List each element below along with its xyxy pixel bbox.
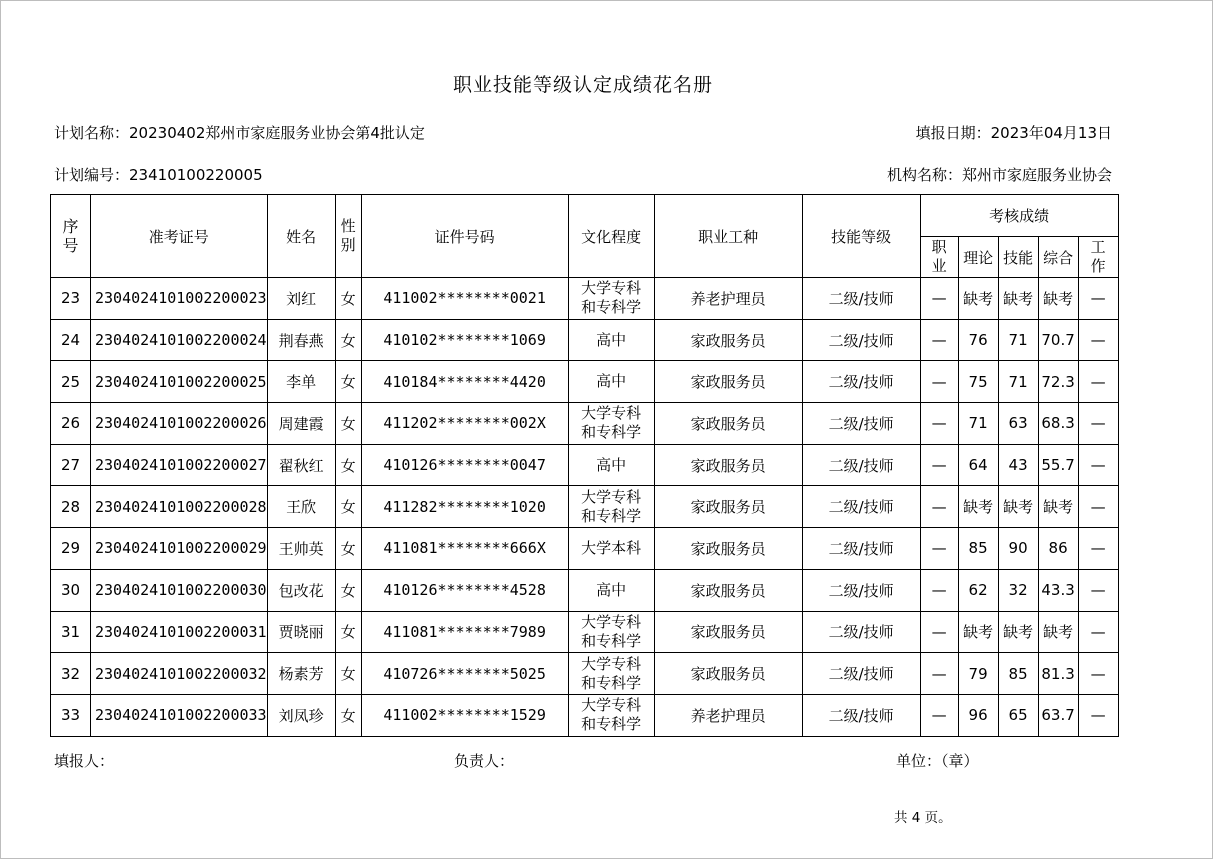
seq-cell: 33 — [51, 694, 91, 736]
occupation-cell: 家政服务员 — [654, 444, 802, 486]
gender-cell: 女 — [335, 361, 361, 403]
education-line-1: 高中 — [596, 455, 627, 474]
work-cell: — — [1078, 653, 1118, 695]
header-row-1 — [51, 195, 1119, 237]
header-gender-line1: 性 — [340, 217, 356, 235]
total-cell: 68.3 — [1038, 403, 1078, 445]
id-no-cell: 410726********5025 — [361, 653, 568, 695]
education-line-2: 和专科学 — [581, 715, 642, 734]
skill-level-cell: 二级/技师 — [802, 444, 920, 486]
gender-cell: 女 — [335, 694, 361, 736]
education-line-2: 和专科学 — [581, 423, 642, 442]
seq-cell: 28 — [51, 486, 91, 528]
vocational-cell: — — [920, 278, 958, 320]
name-cell: 刘红 — [267, 278, 335, 320]
table-row — [51, 278, 1119, 320]
id-no-cell: 411002********1529 — [361, 694, 568, 736]
header-seq — [51, 195, 91, 278]
work-cell: — — [1078, 403, 1118, 445]
skill-cell: 71 — [998, 361, 1038, 403]
education-line-2: 和专科学 — [581, 506, 642, 525]
skill-cell: 32 — [998, 569, 1038, 611]
total-cell: 缺考 — [1038, 611, 1078, 653]
gender-cell: 女 — [335, 486, 361, 528]
name-cell: 贾晓丽 — [267, 611, 335, 653]
work-cell: — — [1078, 569, 1118, 611]
education-line-1: 高中 — [596, 372, 627, 391]
total-cell: 缺考 — [1038, 486, 1078, 528]
education-line-2: 和专科学 — [581, 673, 642, 692]
education-cell — [568, 278, 654, 320]
occupation-cell: 家政服务员 — [654, 486, 802, 528]
occupation-cell: 养老护理员 — [654, 694, 802, 736]
occupation-cell: 家政服务员 — [654, 319, 802, 361]
education-cell — [568, 319, 654, 361]
table-row — [51, 611, 1119, 653]
skill-level-cell: 二级/技师 — [802, 528, 920, 570]
theory-cell: 76 — [958, 319, 998, 361]
gender-cell: 女 — [335, 528, 361, 570]
gender-cell: 女 — [335, 611, 361, 653]
exam-no-cell: 2304024101002200031 — [91, 611, 268, 653]
table-row — [51, 486, 1119, 528]
total-cell: 70.7 — [1038, 319, 1078, 361]
responsible-label: 负责人： — [454, 752, 515, 770]
total-cell: 72.3 — [1038, 361, 1078, 403]
theory-cell: 缺考 — [958, 486, 998, 528]
seq-cell: 26 — [51, 403, 91, 445]
exam-no-cell: 2304024101002200032 — [91, 653, 268, 695]
education-cell — [568, 486, 654, 528]
work-cell: — — [1078, 278, 1118, 320]
skill-cell: 43 — [998, 444, 1038, 486]
name-cell: 李单 — [267, 361, 335, 403]
theory-cell: 缺考 — [958, 611, 998, 653]
total-cell: 63.7 — [1038, 694, 1078, 736]
header-education: 文化程度 — [568, 195, 654, 278]
occupation-cell: 家政服务员 — [654, 569, 802, 611]
id-no-cell: 410184********4420 — [361, 361, 568, 403]
skill-level-cell: 二级/技师 — [802, 653, 920, 695]
plan-name-value: 20230402郑州市家庭服务业协会第4批认定 — [129, 124, 425, 142]
skill-level-cell: 二级/技师 — [802, 694, 920, 736]
vocational-cell: — — [920, 361, 958, 403]
seq-cell: 24 — [51, 319, 91, 361]
exam-no-cell: 2304024101002200026 — [91, 403, 268, 445]
id-no-cell: 411202********002X — [361, 403, 568, 445]
work-cell: — — [1078, 361, 1118, 403]
gender-cell: 女 — [335, 278, 361, 320]
work-cell: — — [1078, 486, 1118, 528]
education-line-2: 和专科学 — [581, 631, 642, 650]
total-cell: 55.7 — [1038, 444, 1078, 486]
header-vocational-line2: 业 — [931, 257, 947, 275]
vocational-cell: — — [920, 403, 958, 445]
gender-cell: 女 — [335, 319, 361, 361]
skill-cell: 65 — [998, 694, 1038, 736]
skill-cell: 63 — [998, 403, 1038, 445]
skill-level-cell: 二级/技师 — [802, 319, 920, 361]
skill-level-cell: 二级/技师 — [802, 403, 920, 445]
name-cell: 杨素芳 — [267, 653, 335, 695]
skill-level-cell: 二级/技师 — [802, 486, 920, 528]
name-cell: 王帅英 — [267, 528, 335, 570]
header-seq-line1: 序 — [62, 217, 79, 236]
skill-cell: 71 — [998, 319, 1038, 361]
plan-name-label: 计划名称： — [54, 124, 130, 142]
education-line-1: 大学专科 — [581, 404, 642, 423]
name-cell: 荆春燕 — [267, 319, 335, 361]
id-no-cell: 410126********0047 — [361, 444, 568, 486]
total-cell: 86 — [1038, 528, 1078, 570]
filler-label: 填报人： — [54, 752, 115, 770]
skill-cell: 缺考 — [998, 486, 1038, 528]
header-seq-line2: 号 — [62, 236, 79, 255]
plan-name — [54, 122, 425, 143]
vocational-cell: — — [920, 611, 958, 653]
exam-no-cell: 2304024101002200023 — [91, 278, 268, 320]
header-skill-level: 技能等级 — [802, 195, 920, 278]
unit-seal-label: 单位：（章） — [896, 752, 979, 770]
name-cell: 包改花 — [267, 569, 335, 611]
work-cell: — — [1078, 528, 1118, 570]
vocational-cell: — — [920, 653, 958, 695]
education-cell — [568, 444, 654, 486]
total-cell: 81.3 — [1038, 653, 1078, 695]
education-cell — [568, 653, 654, 695]
header-occupation: 职业工种 — [654, 195, 802, 278]
score-table — [50, 194, 1119, 737]
id-no-cell: 411282********1020 — [361, 486, 568, 528]
education-cell — [568, 569, 654, 611]
occupation-cell: 养老护理员 — [654, 278, 802, 320]
gender-cell: 女 — [335, 653, 361, 695]
skill-cell: 85 — [998, 653, 1038, 695]
id-no-cell: 410102********1069 — [361, 319, 568, 361]
skill-cell: 缺考 — [998, 611, 1038, 653]
vocational-cell: — — [920, 569, 958, 611]
table-row — [51, 444, 1119, 486]
work-cell: — — [1078, 611, 1118, 653]
theory-cell: 79 — [958, 653, 998, 695]
name-cell: 周建霞 — [267, 403, 335, 445]
header-vocational — [920, 237, 958, 278]
gender-cell: 女 — [335, 444, 361, 486]
table-row — [51, 653, 1119, 695]
plan-number — [54, 164, 263, 185]
total-cell: 缺考 — [1038, 278, 1078, 320]
exam-no-cell: 2304024101002200029 — [91, 528, 268, 570]
org-name-value: 郑州市家庭服务业协会 — [961, 166, 1112, 184]
skill-level-cell: 二级/技师 — [802, 361, 920, 403]
seq-cell: 27 — [51, 444, 91, 486]
work-cell: — — [1078, 444, 1118, 486]
skill-cell: 90 — [998, 528, 1038, 570]
page-total: 共 4 页。 — [894, 810, 952, 826]
occupation-cell: 家政服务员 — [654, 611, 802, 653]
header-gender-line2: 别 — [340, 236, 356, 254]
education-line-1: 大学专科 — [581, 654, 642, 673]
occupation-cell: 家政服务员 — [654, 528, 802, 570]
table-row — [51, 403, 1119, 445]
education-line-1: 高中 — [596, 330, 627, 349]
occupation-cell: 家政服务员 — [654, 653, 802, 695]
exam-no-cell: 2304024101002200025 — [91, 361, 268, 403]
header-work-line2: 作 — [1090, 257, 1106, 275]
name-cell: 翟秋红 — [267, 444, 335, 486]
education-line-1: 大学本科 — [581, 538, 642, 557]
exam-no-cell: 2304024101002200024 — [91, 319, 268, 361]
vocational-cell: — — [920, 319, 958, 361]
header-work — [1078, 237, 1118, 278]
id-no-cell: 411081********7989 — [361, 611, 568, 653]
education-line-1: 大学专科 — [581, 487, 642, 506]
seq-cell: 31 — [51, 611, 91, 653]
id-no-cell: 411002********0021 — [361, 278, 568, 320]
header-total: 综合 — [1038, 237, 1078, 278]
table-row — [51, 361, 1119, 403]
seq-cell: 30 — [51, 569, 91, 611]
seq-cell: 32 — [51, 653, 91, 695]
theory-cell: 71 — [958, 403, 998, 445]
theory-cell: 62 — [958, 569, 998, 611]
table-row — [51, 319, 1119, 361]
vocational-cell: — — [920, 528, 958, 570]
name-cell: 王欣 — [267, 486, 335, 528]
plan-number-label: 计划编号： — [54, 166, 130, 184]
work-cell: — — [1078, 319, 1118, 361]
header-id-no: 证件号码 — [361, 195, 568, 278]
education-line-1: 大学专科 — [581, 279, 642, 298]
header-scores: 考核成绩 — [920, 195, 1118, 237]
page-title: 职业技能等级认定成绩花名册 — [452, 74, 713, 96]
theory-cell: 96 — [958, 694, 998, 736]
vocational-cell: — — [920, 486, 958, 528]
header-skill: 技能 — [998, 237, 1038, 278]
theory-cell: 75 — [958, 361, 998, 403]
work-cell: — — [1078, 694, 1118, 736]
exam-no-cell: 2304024101002200033 — [91, 694, 268, 736]
occupation-cell: 家政服务员 — [654, 361, 802, 403]
education-cell — [568, 611, 654, 653]
exam-no-cell: 2304024101002200030 — [91, 569, 268, 611]
education-cell — [568, 694, 654, 736]
seq-cell: 25 — [51, 361, 91, 403]
exam-no-cell: 2304024101002200027 — [91, 444, 268, 486]
gender-cell: 女 — [335, 569, 361, 611]
education-line-1: 高中 — [596, 580, 627, 599]
education-line-1: 大学专科 — [581, 612, 642, 631]
header-gender — [335, 195, 361, 278]
theory-cell: 64 — [958, 444, 998, 486]
exam-no-cell: 2304024101002200028 — [91, 486, 268, 528]
occupation-cell: 家政服务员 — [654, 403, 802, 445]
plan-number-value: 23410100220005 — [129, 166, 263, 184]
vocational-cell: — — [920, 444, 958, 486]
org-name — [887, 164, 1112, 185]
header-work-line1: 工 — [1090, 238, 1106, 256]
skill-level-cell: 二级/技师 — [802, 611, 920, 653]
seq-cell: 23 — [51, 278, 91, 320]
header-vocational-line1: 职 — [931, 238, 947, 256]
education-line-1: 大学专科 — [581, 696, 642, 715]
id-no-cell: 410126********4528 — [361, 569, 568, 611]
education-cell — [568, 361, 654, 403]
skill-cell: 缺考 — [998, 278, 1038, 320]
org-name-label: 机构名称： — [886, 166, 962, 184]
name-cell: 刘凤珍 — [267, 694, 335, 736]
theory-cell: 缺考 — [958, 278, 998, 320]
table-body — [51, 278, 1119, 737]
skill-level-cell: 二级/技师 — [802, 278, 920, 320]
education-cell — [568, 403, 654, 445]
education-line-2: 和专科学 — [581, 298, 642, 317]
fill-date-value: 2023年04月13日 — [990, 124, 1112, 142]
header-name: 姓名 — [267, 195, 335, 278]
table-row — [51, 694, 1119, 736]
theory-cell: 85 — [958, 528, 998, 570]
table-row — [51, 528, 1119, 570]
gender-cell: 女 — [335, 403, 361, 445]
id-no-cell: 411081********666X — [361, 528, 568, 570]
header-exam-no: 准考证号 — [91, 195, 268, 278]
fill-date-label: 填报日期： — [915, 124, 991, 142]
total-cell: 43.3 — [1038, 569, 1078, 611]
education-cell — [568, 528, 654, 570]
header-theory: 理论 — [958, 237, 998, 278]
seq-cell: 29 — [51, 528, 91, 570]
vocational-cell: — — [920, 694, 958, 736]
table-row — [51, 569, 1119, 611]
skill-level-cell: 二级/技师 — [802, 569, 920, 611]
fill-date — [916, 122, 1112, 143]
